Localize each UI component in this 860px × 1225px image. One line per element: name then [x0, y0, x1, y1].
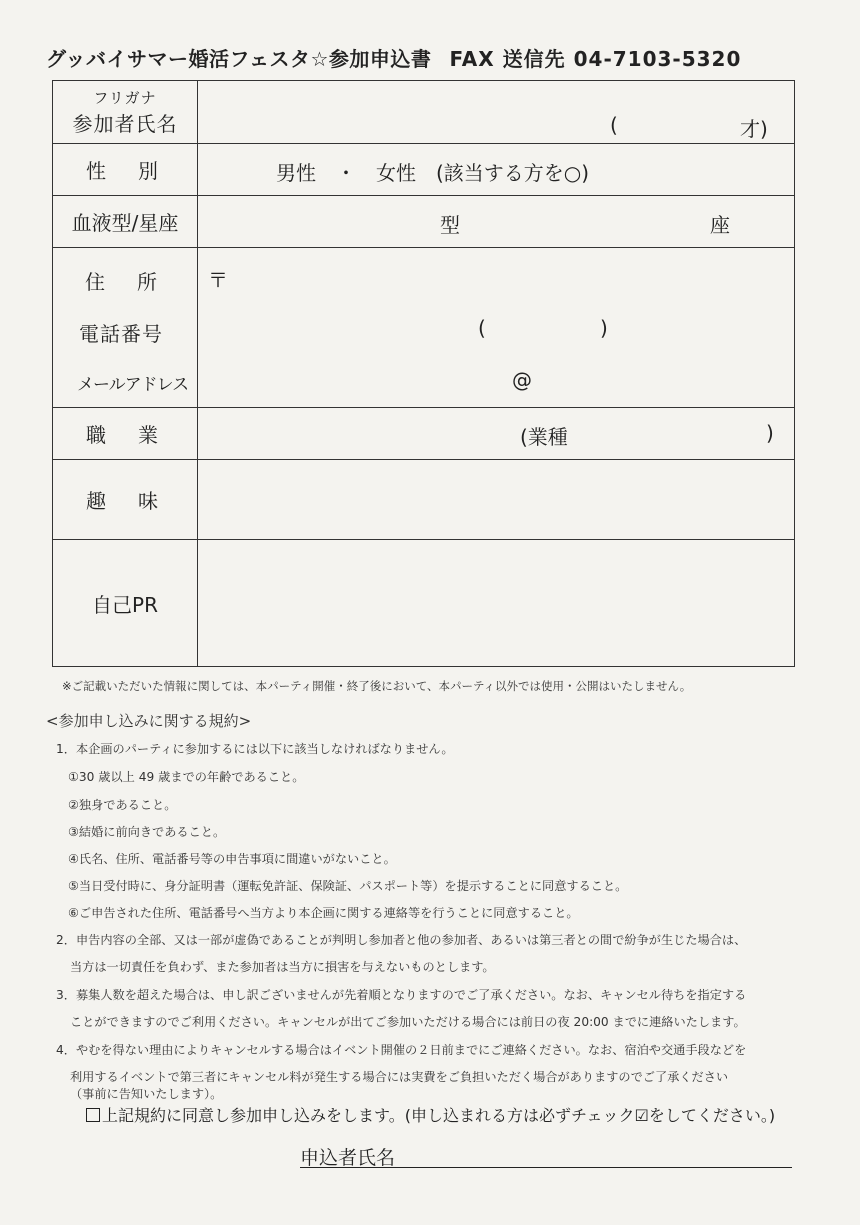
- rule-line: ②独身であること。: [68, 798, 177, 812]
- rule-line: 3．募集人数を超えた場合は、申し訳ございませんが先着順となりますのでご了承ください。なお、キャンセル待ちを指定する: [56, 988, 747, 1002]
- sex-field[interactable]: [198, 144, 795, 196]
- email-label: メールアドレス: [77, 375, 189, 395]
- form-title: グッバイサマー婚活フェスタ☆参加申込書: [46, 46, 432, 71]
- address-label: 住 所: [85, 270, 163, 294]
- rule-line: 2．申告内容の全部、又は一部が虚偽であることが判明し参加者と他の参加者、あるいは第三者との間で紛争が生じた場合は、: [56, 933, 747, 947]
- applicant-name-field[interactable]: [300, 1143, 792, 1168]
- sex-options: 男性 ・ 女性 (該当する方を○): [276, 161, 590, 185]
- hobby-field[interactable]: [198, 460, 795, 540]
- self-pr-row: [53, 540, 795, 667]
- fax-number: FAX 送信先 04-7103-5320: [449, 46, 742, 71]
- rule-line: （事前に告知いたします）。: [70, 1087, 223, 1101]
- hobby-row: [53, 460, 795, 540]
- postal-mark: 〒: [208, 268, 228, 292]
- occupation-row: [53, 408, 795, 460]
- agreement-line: [86, 1103, 775, 1126]
- rule-line: ③結婚に前向きであること。: [68, 825, 226, 839]
- age-open-paren: (: [610, 113, 618, 137]
- privacy-note: ※ご記載いただいた情報に関しては、本パーティ開催・終了後において、本パーティ以外では使用・公開はいたしません。: [62, 679, 692, 693]
- sex-label: 性 別: [53, 144, 198, 196]
- phone-label: 電話番号: [79, 322, 163, 346]
- industry-label: (業種: [520, 425, 568, 449]
- occupation-label: 職 業: [53, 408, 198, 460]
- rule-line: 当方は一切責任を負わず、また参加者は当方に損害を与えないものとします。: [70, 960, 495, 974]
- contact-label-cell: [53, 248, 198, 408]
- furigana-label: フリガナ: [93, 89, 157, 107]
- self-pr-field[interactable]: [198, 540, 795, 667]
- rule-line: 4．やむを得ない理由によりキャンセルする場合はイベント開催の２日前までにご連絡ください。なお、宿泊や交通手段などを: [56, 1043, 747, 1057]
- phone-open-paren: (: [478, 316, 486, 340]
- rule-line: ⑥ご申告された住所、電話番号へ当方より本企画に関する連絡等を行うことに同意すること。: [68, 906, 579, 920]
- contact-row: [53, 248, 795, 408]
- agreement-checkbox[interactable]: [86, 1108, 100, 1122]
- rule-line: ⑤当日受付時に、身分証明書（運転免許証、保険証、パスポート等）を提示することに同意すること。: [68, 879, 628, 893]
- rule-line: ①30 歳以上 49 歳までの年齢であること。: [68, 770, 305, 784]
- age-unit: 才): [740, 117, 768, 141]
- applicant-name-label: 申込者氏名: [300, 1147, 396, 1169]
- phone-close-paren: ): [600, 316, 608, 340]
- name-row: [53, 81, 795, 144]
- participant-name-label: 参加者氏名: [72, 112, 178, 136]
- rule-line: 利用するイベントで第三者にキャンセル料が発生する場合には実費をご負担いただく場合がありますのでご了承ください: [70, 1070, 729, 1084]
- agreement-text: 上記規約に同意し参加申し込みをします。(申し込まれる方は必ずチェック☑をしてください。): [102, 1106, 776, 1125]
- name-label-cell: [53, 81, 198, 144]
- email-at-sign: @: [512, 368, 532, 392]
- application-form-table: [52, 80, 795, 667]
- occupation-field[interactable]: [198, 408, 795, 460]
- zodiac-unit: 座: [710, 213, 730, 237]
- blood-zodiac-label: 血液型/星座: [53, 196, 198, 248]
- blood-type-unit: 型: [440, 213, 460, 237]
- rule-line: 1．本企画のパーティに参加するには以下に該当しなければなりません。: [56, 742, 454, 756]
- rule-line: ④氏名、住所、電話番号等の申告事項に間違いがないこと。: [68, 852, 396, 866]
- hobby-label: 趣 味: [53, 460, 198, 540]
- sex-row: [53, 144, 795, 196]
- rules-title: <参加申し込みに関する規約>: [46, 712, 252, 730]
- industry-close-paren: ): [766, 421, 774, 445]
- rule-line: ことができますのでご利用ください。キャンセルが出てご参加いただける場合には前日の夜 20:00 までに連絡いたします。: [70, 1015, 746, 1029]
- blood-zodiac-field[interactable]: [198, 196, 795, 248]
- contact-fields[interactable]: [198, 248, 795, 408]
- blood-zodiac-row: [53, 196, 795, 248]
- self-pr-label: 自己PR: [53, 540, 198, 667]
- form-title-bar: [46, 40, 826, 74]
- participant-name-field[interactable]: [198, 81, 795, 144]
